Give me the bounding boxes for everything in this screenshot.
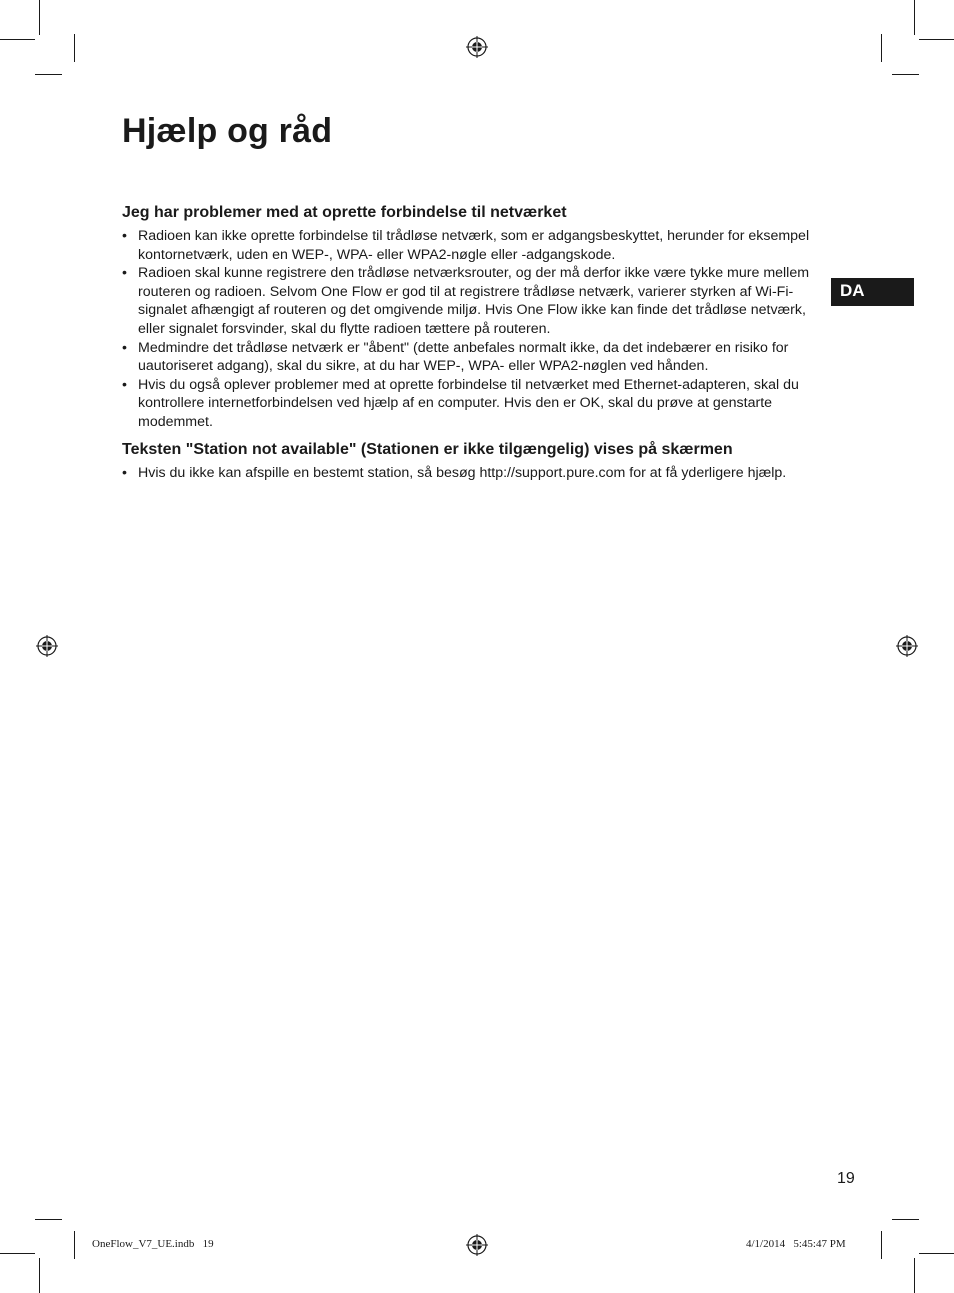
list-item: [122, 264, 822, 338]
section-heading: Jeg har problemer med at oprette forbindelse til netværket: [122, 204, 567, 221]
bullet-list: [122, 227, 822, 432]
crop-mark: [881, 34, 882, 62]
crop-mark: [914, 1258, 915, 1293]
list-item: [122, 376, 822, 432]
section-heading: Teksten "Station not available" (Stationen er ikke tilgængelig) vises på skærmen: [122, 441, 733, 458]
bullet-icon: •: [122, 465, 127, 481]
slug-date-info: 4/1/2014 5:45:47 PM: [746, 1238, 846, 1250]
bullet-icon: •: [122, 228, 127, 244]
list-item-text: Hvis du ikke kan afspille en bestemt station, så besøg http://support.pure.com for at få yderligere hjælp.: [138, 465, 787, 481]
crop-mark: [892, 74, 919, 75]
registration-mark-icon: [466, 1234, 488, 1256]
list-item-text: Medmindre det trådløse netværk er "åbent" (dette anbefales normalt ikke, da det indebærer en risiko for uautoriseret adgang), skal du sikre, at du har WEP-, WPA- eller WPA2-nøglen ved hånden.: [138, 339, 789, 375]
list-item: [122, 227, 822, 264]
crop-mark: [0, 1253, 35, 1254]
crop-mark: [914, 0, 915, 35]
list-item: [122, 464, 822, 483]
page-number: 19: [837, 1170, 855, 1187]
crop-mark: [39, 0, 40, 35]
bullet-icon: •: [122, 376, 127, 393]
crop-mark: [892, 1219, 919, 1220]
list-item: [122, 339, 822, 376]
crop-mark: [0, 39, 35, 40]
crop-mark: [919, 39, 954, 40]
crop-mark: [74, 1231, 75, 1259]
list-item-text: Hvis du også oplever problemer med at oprette forbindelse til netværket med Ethernet-adapteren, skal du kontrollere internetforbindelsen ved hjælp af en computer. Hvis den er OK, skal du prøve at genstarte modemmet.: [138, 376, 799, 430]
slug-file-info: OneFlow_V7_UE.indb 19: [92, 1238, 214, 1250]
bullet-list: [122, 464, 822, 483]
registration-mark-icon: [466, 36, 488, 58]
page-title: Hjælp og råd: [122, 112, 333, 150]
crop-mark: [39, 1258, 40, 1293]
list-item-text: Radioen skal kunne registrere den trådløse netværksrouter, og der må derfor ikke være tykke mure mellem routeren og radioen. Selvom One Flow er god til at registrere trådløse netværk, varierer styrken af Wi-Fi-signalet afhængigt af routeren og det omgivende miljø. Hvis One Flow ikke kan finde det trådløse netværk, eller signalet forsvinder, skal du flytte radioen tættere på routeren.: [138, 265, 810, 337]
bullet-icon: •: [122, 265, 127, 282]
troubleshooting-section-station: [122, 440, 822, 483]
list-item-text: Radioen kan ikke oprette forbindelse til trådløse netværk, som er adgangsbeskyttet, herunder for eksempel kontornetværk, uden en WEP-, WPA- eller WPA2-nøgle eller -adgangskode.: [138, 228, 810, 263]
troubleshooting-section-network: [122, 203, 822, 432]
registration-mark-icon: [896, 635, 918, 657]
crop-mark: [74, 34, 75, 62]
language-tab: DA: [831, 278, 914, 306]
registration-mark-icon: [36, 635, 58, 657]
bullet-icon: •: [122, 339, 127, 356]
crop-mark: [881, 1231, 882, 1259]
crop-mark: [35, 1219, 62, 1220]
crop-mark: [919, 1253, 954, 1254]
crop-mark: [35, 74, 62, 75]
